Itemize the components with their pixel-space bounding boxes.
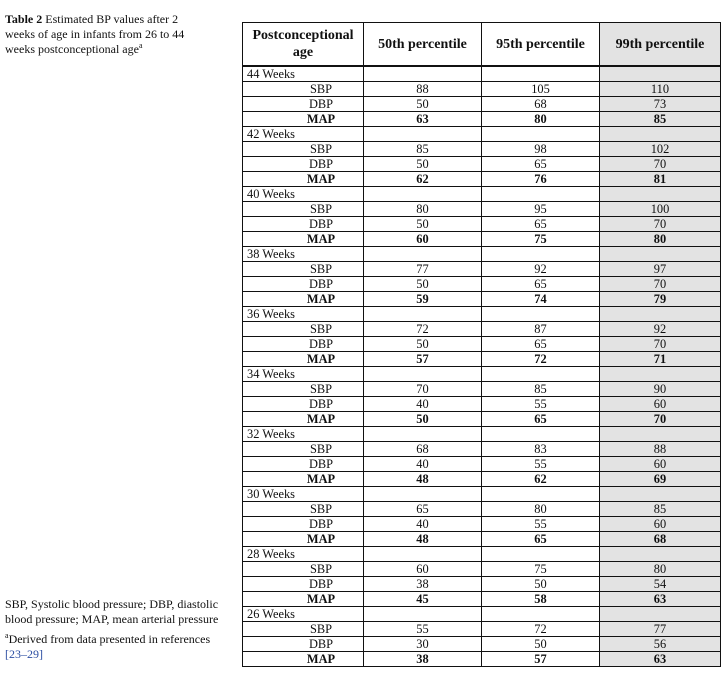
- measure-label: DBP: [243, 457, 364, 472]
- value-cell-99th: 63: [600, 652, 721, 667]
- value-cell-95th: 72: [482, 352, 600, 367]
- group-label: 44 Weeks: [243, 66, 364, 82]
- value-cell-50th: 80: [364, 202, 482, 217]
- value-cell-95th: 65: [482, 412, 600, 427]
- measure-label: MAP: [243, 112, 364, 127]
- header-99th-percentile: 99th percentile: [600, 23, 721, 67]
- group-row: [243, 367, 721, 382]
- table-row: [243, 157, 721, 172]
- value-cell-50th: 70: [364, 382, 482, 397]
- table-row: [243, 352, 721, 367]
- value-cell-50th: 55: [364, 622, 482, 637]
- value-cell-99th: 88: [600, 442, 721, 457]
- group-label: 36 Weeks: [243, 307, 364, 322]
- measure-label: MAP: [243, 592, 364, 607]
- group-row: [243, 127, 721, 142]
- table-row: [243, 532, 721, 547]
- value-cell-50th: 50: [364, 277, 482, 292]
- value-cell-99th: 56: [600, 637, 721, 652]
- value-cell-99th: 110: [600, 82, 721, 97]
- group-row: [243, 487, 721, 502]
- table-body: [243, 66, 721, 667]
- value-cell-99th: 90: [600, 382, 721, 397]
- table-row: [243, 562, 721, 577]
- value-cell-99th: 100: [600, 202, 721, 217]
- value-cell-50th: 40: [364, 517, 482, 532]
- value-cell-50th: 38: [364, 652, 482, 667]
- value-cell-95th: 65: [482, 532, 600, 547]
- value-cell-50th: 77: [364, 262, 482, 277]
- empty-cell: [364, 367, 482, 382]
- measure-label: MAP: [243, 352, 364, 367]
- empty-cell: [600, 127, 721, 142]
- table-row: [243, 577, 721, 592]
- value-cell-50th: 38: [364, 577, 482, 592]
- table-row: [243, 652, 721, 667]
- value-cell-50th: 57: [364, 352, 482, 367]
- empty-cell: [600, 66, 721, 82]
- group-row: [243, 307, 721, 322]
- value-cell-95th: 75: [482, 562, 600, 577]
- measure-label: SBP: [243, 442, 364, 457]
- table-row: [243, 172, 721, 187]
- measure-label: DBP: [243, 277, 364, 292]
- group-row: [243, 427, 721, 442]
- value-cell-95th: 68: [482, 97, 600, 112]
- value-cell-99th: 85: [600, 502, 721, 517]
- value-cell-99th: 70: [600, 337, 721, 352]
- value-cell-99th: 80: [600, 562, 721, 577]
- value-cell-99th: 60: [600, 457, 721, 472]
- value-cell-99th: 70: [600, 157, 721, 172]
- value-cell-99th: 81: [600, 172, 721, 187]
- value-cell-95th: 74: [482, 292, 600, 307]
- table-caption: [5, 12, 187, 57]
- empty-cell: [364, 247, 482, 262]
- value-cell-95th: 105: [482, 82, 600, 97]
- value-cell-50th: 60: [364, 562, 482, 577]
- value-cell-50th: 50: [364, 157, 482, 172]
- value-cell-95th: 75: [482, 232, 600, 247]
- table-row: [243, 622, 721, 637]
- table-row: [243, 337, 721, 352]
- measure-label: DBP: [243, 577, 364, 592]
- value-cell-95th: 55: [482, 397, 600, 412]
- value-cell-50th: 59: [364, 292, 482, 307]
- value-cell-50th: 50: [364, 412, 482, 427]
- value-cell-50th: 85: [364, 142, 482, 157]
- empty-cell: [364, 427, 482, 442]
- header-50th-percentile: 50th percentile: [364, 23, 482, 67]
- measure-label: SBP: [243, 622, 364, 637]
- value-cell-95th: 58: [482, 592, 600, 607]
- abbreviations-note: SBP, Systolic blood pressure; DBP, diastolic blood pressure; MAP, mean arterial pressure: [5, 597, 219, 626]
- table-row: [243, 82, 721, 97]
- measure-label: SBP: [243, 142, 364, 157]
- empty-cell: [482, 247, 600, 262]
- caption-text: Estimated BP values after 2 weeks of age in infants from 26 to 44 weeks postconceptional age: [5, 12, 185, 56]
- value-cell-95th: 65: [482, 277, 600, 292]
- table-row: [243, 397, 721, 412]
- value-cell-95th: 83: [482, 442, 600, 457]
- group-row: [243, 607, 721, 622]
- value-cell-95th: 57: [482, 652, 600, 667]
- bp-table: [242, 22, 721, 667]
- measure-label: SBP: [243, 322, 364, 337]
- group-label: 26 Weeks: [243, 607, 364, 622]
- measure-label: SBP: [243, 502, 364, 517]
- value-cell-95th: 80: [482, 112, 600, 127]
- measure-label: DBP: [243, 397, 364, 412]
- measure-label: MAP: [243, 232, 364, 247]
- empty-cell: [364, 607, 482, 622]
- table-row: [243, 97, 721, 112]
- empty-cell: [600, 487, 721, 502]
- table-row: [243, 322, 721, 337]
- measure-label: DBP: [243, 517, 364, 532]
- value-cell-99th: 97: [600, 262, 721, 277]
- group-row: [243, 66, 721, 82]
- table-row: [243, 517, 721, 532]
- value-cell-50th: 62: [364, 172, 482, 187]
- measure-label: DBP: [243, 157, 364, 172]
- value-cell-95th: 62: [482, 472, 600, 487]
- table-row: [243, 457, 721, 472]
- value-cell-50th: 72: [364, 322, 482, 337]
- value-cell-99th: 73: [600, 97, 721, 112]
- table-row: [243, 262, 721, 277]
- header-95th-percentile: 95th percentile: [482, 23, 600, 67]
- footnotes: [5, 597, 220, 662]
- caption-footnote-mark: a: [138, 41, 143, 50]
- value-cell-95th: 55: [482, 517, 600, 532]
- value-cell-50th: 60: [364, 232, 482, 247]
- empty-cell: [482, 607, 600, 622]
- empty-cell: [482, 307, 600, 322]
- value-cell-99th: 85: [600, 112, 721, 127]
- group-label: 42 Weeks: [243, 127, 364, 142]
- measure-label: DBP: [243, 337, 364, 352]
- value-cell-99th: 60: [600, 517, 721, 532]
- empty-cell: [600, 187, 721, 202]
- value-cell-50th: 50: [364, 217, 482, 232]
- table-label: Table 2: [5, 12, 43, 26]
- value-cell-99th: 70: [600, 277, 721, 292]
- measure-label: SBP: [243, 202, 364, 217]
- table-row: [243, 232, 721, 247]
- value-cell-50th: 40: [364, 397, 482, 412]
- value-cell-99th: 69: [600, 472, 721, 487]
- derived-footnote-mark: a: [5, 631, 9, 640]
- measure-label: MAP: [243, 412, 364, 427]
- value-cell-50th: 45: [364, 592, 482, 607]
- empty-cell: [600, 607, 721, 622]
- table-row: [243, 382, 721, 397]
- empty-cell: [482, 127, 600, 142]
- value-cell-50th: 68: [364, 442, 482, 457]
- measure-label: SBP: [243, 382, 364, 397]
- empty-cell: [600, 547, 721, 562]
- value-cell-95th: 92: [482, 262, 600, 277]
- empty-cell: [600, 307, 721, 322]
- value-cell-99th: 71: [600, 352, 721, 367]
- measure-label: MAP: [243, 172, 364, 187]
- derived-note: [5, 632, 220, 662]
- measure-label: MAP: [243, 292, 364, 307]
- empty-cell: [482, 487, 600, 502]
- table-row: [243, 412, 721, 427]
- value-cell-99th: 60: [600, 397, 721, 412]
- value-cell-99th: 80: [600, 232, 721, 247]
- derived-text: Derived from data presented in references: [8, 632, 211, 646]
- group-label: 30 Weeks: [243, 487, 364, 502]
- table-row: [243, 142, 721, 157]
- value-cell-99th: 54: [600, 577, 721, 592]
- table-row: [243, 217, 721, 232]
- table-row: [243, 292, 721, 307]
- table-row: [243, 112, 721, 127]
- value-cell-99th: 77: [600, 622, 721, 637]
- value-cell-99th: 102: [600, 142, 721, 157]
- measure-label: MAP: [243, 532, 364, 547]
- empty-cell: [364, 127, 482, 142]
- empty-cell: [364, 487, 482, 502]
- value-cell-99th: 70: [600, 217, 721, 232]
- value-cell-95th: 50: [482, 577, 600, 592]
- empty-cell: [482, 187, 600, 202]
- empty-cell: [482, 367, 600, 382]
- table-row: [243, 592, 721, 607]
- value-cell-95th: 76: [482, 172, 600, 187]
- group-row: [243, 187, 721, 202]
- value-cell-95th: 98: [482, 142, 600, 157]
- empty-cell: [600, 367, 721, 382]
- group-label: 32 Weeks: [243, 427, 364, 442]
- value-cell-99th: 70: [600, 412, 721, 427]
- value-cell-99th: 68: [600, 532, 721, 547]
- value-cell-95th: 72: [482, 622, 600, 637]
- group-label: 40 Weeks: [243, 187, 364, 202]
- table-row: [243, 277, 721, 292]
- group-label: 34 Weeks: [243, 367, 364, 382]
- group-row: [243, 547, 721, 562]
- value-cell-50th: 40: [364, 457, 482, 472]
- group-label: 28 Weeks: [243, 547, 364, 562]
- table-row: [243, 202, 721, 217]
- empty-cell: [482, 427, 600, 442]
- table-row: [243, 637, 721, 652]
- header-postconceptional-age: Postconceptional age: [243, 23, 364, 67]
- empty-cell: [600, 427, 721, 442]
- empty-cell: [482, 547, 600, 562]
- references-link[interactable]: [23–29]: [5, 647, 43, 661]
- group-row: [243, 247, 721, 262]
- measure-label: MAP: [243, 652, 364, 667]
- value-cell-95th: 55: [482, 457, 600, 472]
- table-row: [243, 502, 721, 517]
- value-cell-50th: 48: [364, 532, 482, 547]
- measure-label: SBP: [243, 262, 364, 277]
- empty-cell: [600, 247, 721, 262]
- group-label: 38 Weeks: [243, 247, 364, 262]
- value-cell-50th: 65: [364, 502, 482, 517]
- measure-label: DBP: [243, 637, 364, 652]
- measure-label: MAP: [243, 472, 364, 487]
- empty-cell: [364, 307, 482, 322]
- empty-cell: [364, 66, 482, 82]
- empty-cell: [364, 187, 482, 202]
- value-cell-50th: 50: [364, 97, 482, 112]
- measure-label: DBP: [243, 97, 364, 112]
- measure-label: SBP: [243, 562, 364, 577]
- value-cell-95th: 65: [482, 157, 600, 172]
- value-cell-50th: 30: [364, 637, 482, 652]
- value-cell-99th: 92: [600, 322, 721, 337]
- table-row: [243, 472, 721, 487]
- value-cell-95th: 85: [482, 382, 600, 397]
- value-cell-95th: 87: [482, 322, 600, 337]
- value-cell-95th: 50: [482, 637, 600, 652]
- empty-cell: [482, 66, 600, 82]
- value-cell-99th: 63: [600, 592, 721, 607]
- value-cell-95th: 65: [482, 337, 600, 352]
- measure-label: DBP: [243, 217, 364, 232]
- table-row: [243, 442, 721, 457]
- empty-cell: [364, 547, 482, 562]
- value-cell-50th: 63: [364, 112, 482, 127]
- value-cell-50th: 88: [364, 82, 482, 97]
- value-cell-95th: 80: [482, 502, 600, 517]
- value-cell-95th: 95: [482, 202, 600, 217]
- value-cell-99th: 79: [600, 292, 721, 307]
- measure-label: SBP: [243, 82, 364, 97]
- value-cell-95th: 65: [482, 217, 600, 232]
- header-row: [243, 23, 721, 67]
- value-cell-50th: 50: [364, 337, 482, 352]
- value-cell-50th: 48: [364, 472, 482, 487]
